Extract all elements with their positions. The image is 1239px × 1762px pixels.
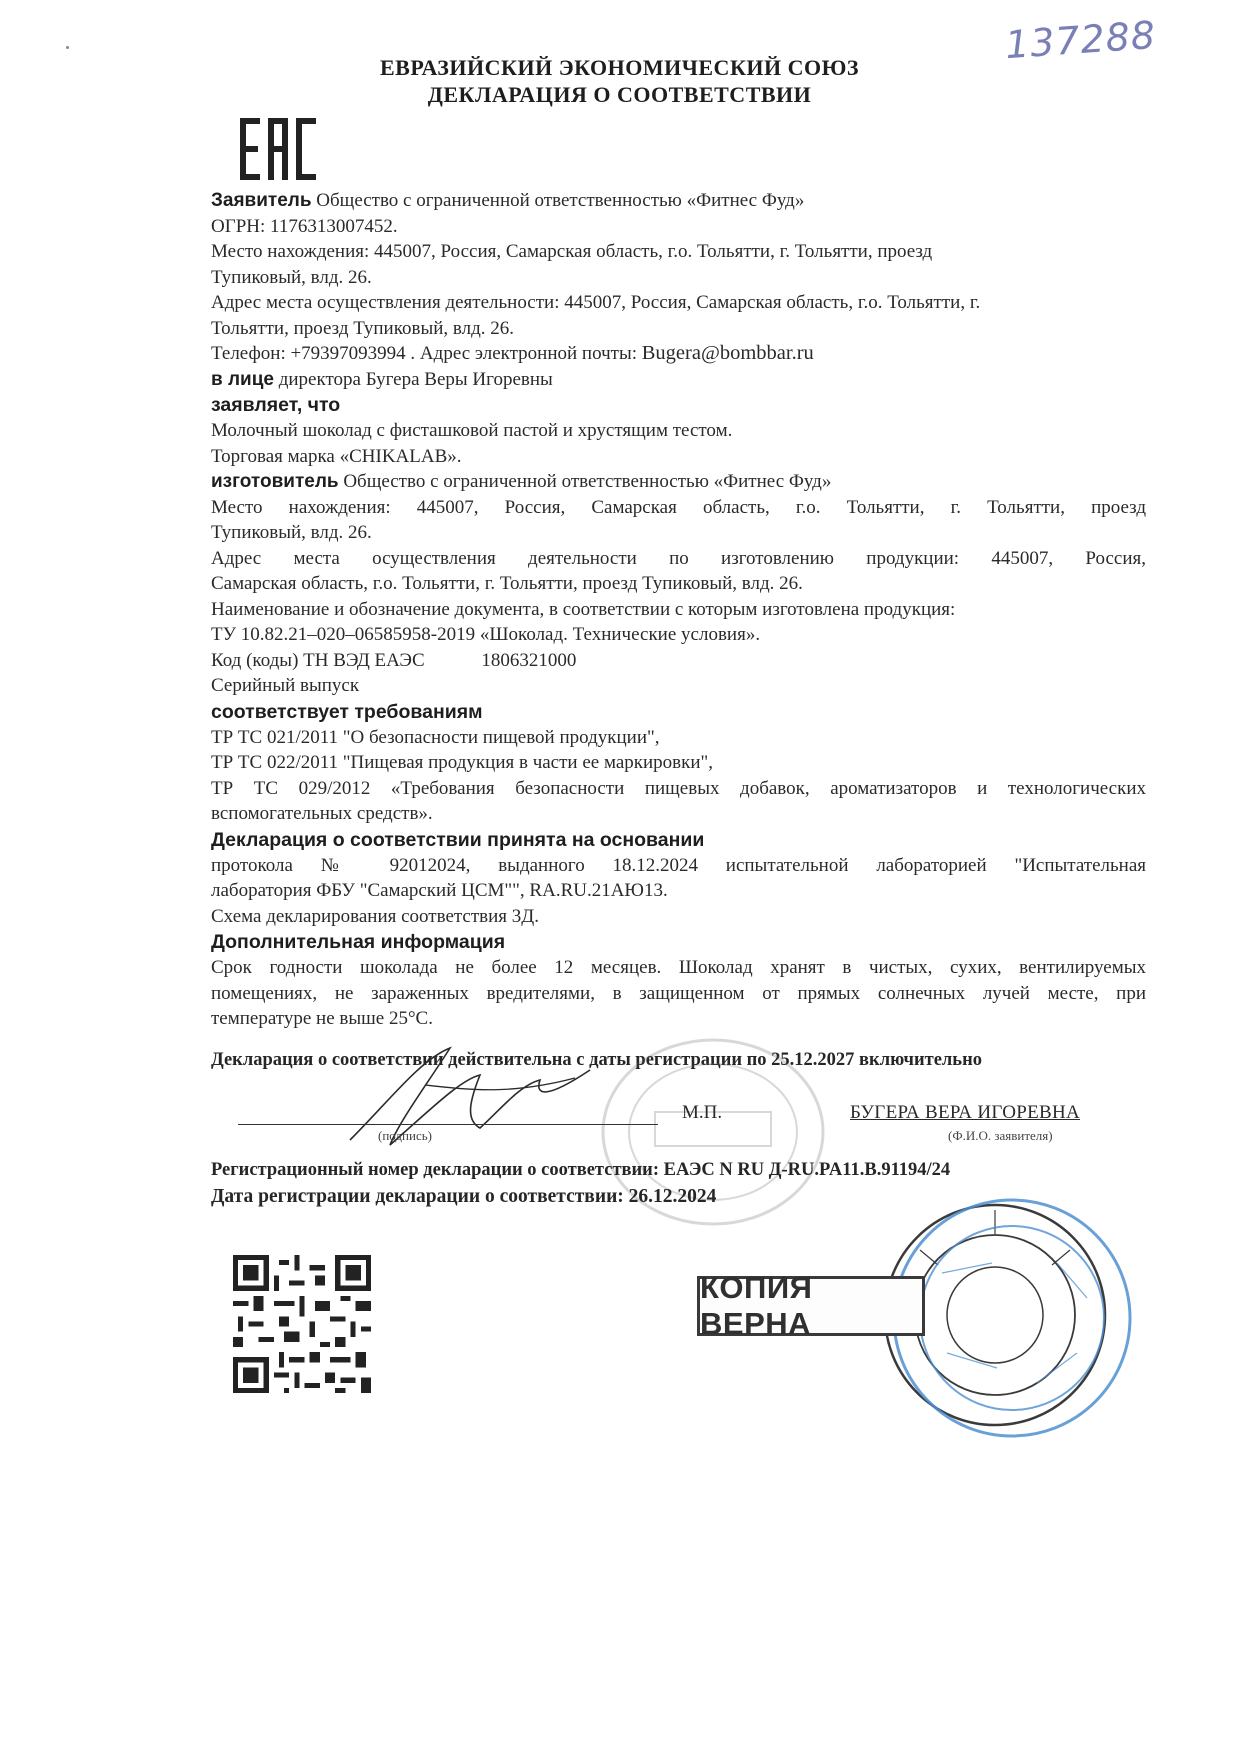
- signer-name: БУГЕРА ВЕРА ИГОРЕВНА: [850, 1102, 1081, 1123]
- document-title: ДЕКЛАРАЦИЯ О СООТВЕТСТВИИ: [427, 82, 812, 107]
- applicant-address-2: Тупиковый, влд. 26.: [211, 266, 372, 288]
- representative-name: директора Бугера Веры Игоревны: [278, 368, 553, 390]
- requirement-item: ТР ТС 022/2011 "Пищевая продукция в части ее маркировки",: [211, 752, 714, 773]
- phone-email-label: Телефон: +79397093994 . Адрес электронной почты:: [211, 343, 637, 364]
- requirements-label: соответствует требованиям: [211, 700, 483, 723]
- additional-info-label: Дополнительная информация: [211, 931, 506, 953]
- union-title: ЕВРАЗИЙСКИЙ ЭКОНОМИЧЕСКИЙ СОЮЗ: [379, 55, 860, 80]
- basis-label: Декларация о соответствии принята на основании: [211, 828, 705, 851]
- manufacturer-activity-1: Адрес места осуществления деятельности по изготовлению продукции: 445007, Россия,: [211, 547, 1146, 569]
- registration-number: Регистрационный номер декларации о соответствии: ЕАЭС N RU Д-RU.PA11.B.91194/24: [211, 1160, 951, 1180]
- applicant-activity-1: Адрес места осуществления деятельности: 445007, Россия, Самарская область, г.о. Тольятти, г.: [211, 292, 981, 313]
- applicant-name: Общество с ограниченной ответственностью «Фитнес Фуд»: [316, 190, 805, 211]
- manufacturer-address-1: Место нахождения: 445007, Россия, Самарская область, г.о. Тольятти, г. Тольятти, проезд: [211, 496, 1146, 518]
- requirement-item: ТР ТС 029/2012 «Требования безопасности пищевых добавок, ароматизаторов и технологических: [211, 777, 1146, 799]
- tnved-value: 1806321000: [481, 649, 577, 671]
- additional-info-3: температуре не выше 25°С.: [211, 1008, 433, 1029]
- eac-logo-icon: [240, 118, 320, 180]
- tnved-label: Код (коды) ТН ВЭД ЕАЭС: [211, 649, 425, 671]
- manufacturer-label: изготовитель: [211, 471, 339, 492]
- declaration-body: [211, 188, 1146, 1032]
- tnved-line: [211, 648, 1146, 674]
- applicant-address-1: Место нахождения: 445007, Россия, Самарская область, г.о. Тольятти, г. Тольятти, проезд: [211, 241, 933, 262]
- additional-info-2: помещениях, не зараженных вредителями, в защищенном от прямых солнечных лучей месте, при: [211, 982, 1146, 1004]
- manufacturer-address-2: Тупиковый, влд. 26.: [211, 522, 372, 543]
- representative-line: [211, 367, 1146, 393]
- manufacturer-name: Общество с ограниченной ответственностью «Фитнес Фуд»: [343, 471, 832, 492]
- applicant-ogrn: ОГРН: 1176313007452.: [211, 215, 398, 237]
- applicant-email: Bugera@bombbar.ru: [641, 342, 814, 364]
- normative-doc: ТУ 10.82.21–020–06585958-2019 «Шоколад. Технические условия».: [211, 624, 761, 645]
- requirement-item: вспомогательных средств».: [211, 803, 433, 824]
- signature-line: [238, 1124, 658, 1125]
- handwritten-number: 137288: [1003, 12, 1158, 68]
- manufacturer-activity-2: Самарская область, г.о. Тольятти, г. Тольятти, проезд Тупиковый, влд. 26.: [211, 573, 803, 594]
- copy-certified-stamp: КОПИЯ ВЕРНА: [697, 1276, 925, 1336]
- signer-name-caption: (Ф.И.О. заявителя): [948, 1128, 1053, 1143]
- basis-protocol-2: лаборатория ФБУ "Самарский ЦСМ"", RA.RU.21АЮ13.: [211, 880, 668, 901]
- manufacturer-line: [211, 469, 1146, 495]
- requirement-item: ТР ТС 021/2011 "О безопасности пищевой продукции",: [211, 726, 660, 748]
- stamp-place: М.П.: [682, 1102, 723, 1123]
- signature-caption: (подпись): [378, 1128, 432, 1143]
- basis-protocol-1: протокола № 92012024, выданного 18.12.2024 испытательной лабораторией "Испытательная: [211, 854, 1146, 876]
- product-name: Молочный шоколад с фисташковой пастой и хрустящим тестом.: [211, 420, 733, 441]
- applicant-label: Заявитель: [211, 190, 312, 211]
- serial-production: Серийный выпуск: [211, 675, 360, 696]
- declares-label: заявляет, что: [211, 394, 341, 416]
- qr-code-icon: [233, 1255, 371, 1393]
- declaration-scheme: Схема декларирования соответствия 3Д.: [211, 905, 539, 927]
- applicant-activity-2: Тольятти, проезд Тупиковый, влд. 26.: [211, 317, 515, 339]
- additional-info-1: Срок годности шоколада не более 12 месяцев. Шоколад хранят в чистых, сухих, вентилируемых: [211, 957, 1146, 978]
- normative-doc-label: Наименование и обозначение документа, в соответствии с которым изготовлена продукция:: [211, 598, 956, 620]
- applicant-line: [211, 188, 1146, 214]
- scan-speck: [66, 46, 69, 49]
- applicant-contacts: [211, 341, 1146, 367]
- registration-date: Дата регистрации декларации о соответствии: 26.12.2024: [211, 1186, 717, 1207]
- signature-icon: [330, 1040, 600, 1150]
- validity-statement: Декларация о соответствии действительна с даты регистрации по 25.12.2027 включительно: [211, 1050, 982, 1070]
- trademark: Торговая марка «CHIKALAB».: [211, 445, 462, 467]
- representative-label: в лице: [211, 368, 274, 390]
